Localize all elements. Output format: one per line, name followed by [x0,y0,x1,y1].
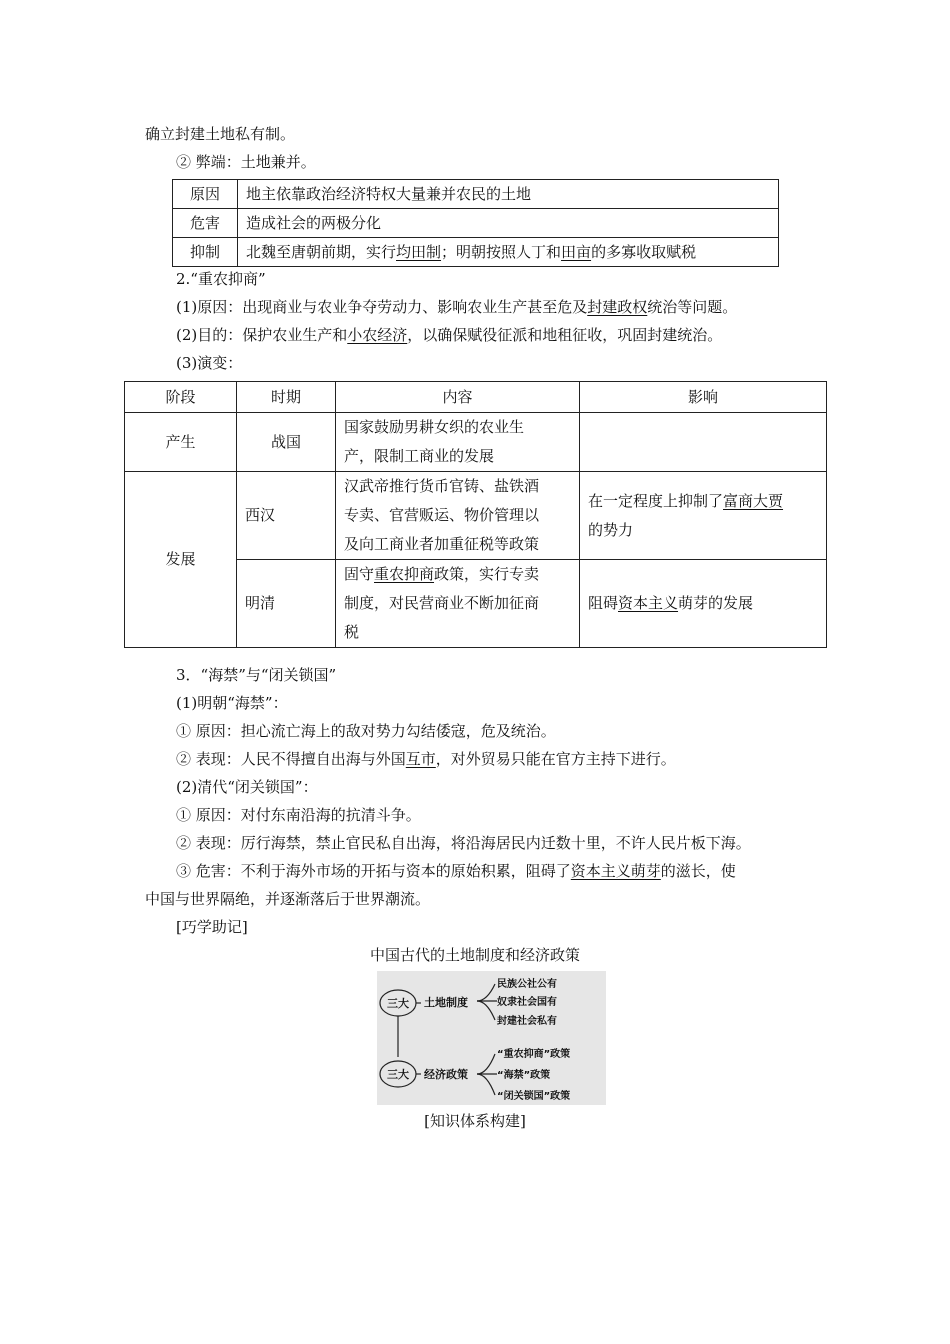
content-line: 专卖、官营贩运、物价管理以 [344,506,540,524]
diagram-item: 封建社会私有 [497,1016,557,1027]
header-period: 时期 [237,382,336,413]
text-span: 政策，实行专卖 [434,565,540,583]
text-span: ；明朝按照人丁和 [441,243,562,261]
diagram-item: “海禁”政策 [497,1070,551,1081]
branch-label: 土地制度 [424,996,468,1009]
text-span: 的滋长，使 [660,862,736,880]
content-line: 产，限制工商业的发展 [344,447,495,465]
ming-cause: ① 原因：担心流亡海上的敌对势力勾结倭寇，危及统治。 [176,722,556,740]
cell-impact [580,472,827,560]
text-span: ，对外贸易只能在官方主持下进行。 [435,750,676,768]
ming-title: (1)明朝“海禁”： [176,694,288,712]
qing-title: (2)清代“闭关锁国”： [176,778,318,796]
intro-line: 确立封建土地私有制。 [145,125,296,143]
cell-key: 抑制 [173,238,238,267]
cell-period: 西汉 [237,472,336,560]
text-span: 萌芽的发展 [678,594,754,612]
text-span: 的多寡收取赋税 [591,243,697,261]
key-term: 富商大贾 [723,491,784,510]
table-row [173,180,779,209]
table-row [173,238,779,267]
key-term: 资本主义 [618,594,679,612]
key-term: 均田制 [396,243,442,261]
table-row [125,472,827,560]
section2-title: 2.“重农抑商” [176,270,266,288]
section2-evolution: (3)演变： [176,354,243,372]
cell-content [336,560,580,648]
cell-period: 明清 [237,560,336,648]
cell-value: 地主依靠政治经济特权大量兼并农民的土地 [238,180,779,209]
key-term: 互市 [405,750,436,768]
ming-show [176,748,676,770]
key-term: 重农抑商 [374,565,435,583]
text-span: ② 表现：人民不得擅自出海与外国 [176,750,406,768]
key-term: 田亩 [561,243,592,261]
table-row [173,209,779,238]
memory-tip-heading: [巧学助记] [176,918,248,936]
diagram-title: 中国古代的土地制度和经济政策 [369,946,580,964]
key-term: 小农经济 [347,326,408,344]
header-impact: 影响 [580,382,827,413]
text-span: 固守 [344,565,375,583]
footer-heading: [知识体系构建] [424,1112,526,1130]
cell-value: 造成社会的两极分化 [238,209,779,238]
content-line: 汉武帝推行货币官铸、盐铁酒 [344,477,540,495]
qing-cause: ① 原因：对付东南沿海的抗清斗争。 [176,806,421,824]
content-line: 国家鼓励男耕女织的农业生 [344,418,525,436]
qing-harm-continued: 中国与世界隔绝，并逐渐落后于世界潮流。 [145,890,431,908]
text-span: 北魏至唐朝前期，实行 [246,243,397,261]
branch-label: 经济政策 [424,1068,468,1081]
node-label: 三大 [387,997,409,1010]
cell-content [336,413,580,472]
qing-harm [176,860,736,882]
key-term: 封建政权 [587,298,648,316]
content-line: 制度，对民营商业不断加征商 [344,594,540,612]
text-span: ③ 危害：不利于海外市场的开拓与资本的原始积累，阻碍了 [176,862,571,880]
cell-key: 危害 [173,209,238,238]
cell-key: 原因 [173,180,238,209]
cell-impact [580,560,827,648]
concept-diagram-graphic [377,971,606,1105]
drawback-heading: ② 弊端：土地兼并。 [176,153,316,171]
evolution-table [124,381,827,648]
diagram-item: 民族公社公有 [497,979,557,990]
cell-value [238,238,779,267]
diagram-item: “闭关锁国”政策 [497,1091,571,1102]
cell-content [336,472,580,560]
text-span: 的势力 [588,520,634,539]
text-span: (2)目的：保护农业生产和 [176,326,348,344]
content-line: 税 [344,623,360,641]
header-stage: 阶段 [125,382,237,413]
text-span: 在一定程度上抑制了 [588,491,724,510]
section2-purpose [176,324,722,346]
section3-title: 3．“海禁”与“闭关锁国” [176,666,337,684]
qing-show: ② 表现：厉行海禁，禁止官民私自出海，将沿海居民内迁数十里，不许人民片板下海。 [176,834,751,852]
text-span: 阻碍 [588,594,619,612]
header-content: 内容 [336,382,580,413]
cell-impact [580,413,827,472]
cell-stage: 产生 [125,413,237,472]
diagram-item: “重农抑商”政策 [497,1049,571,1060]
cell-period: 战国 [237,413,336,472]
content-line: 及向工商业者加重征税等政策 [344,535,540,553]
diagram-item: 奴隶社会国有 [497,997,557,1008]
text-span: 统治等问题。 [647,298,738,316]
node-label: 三大 [387,1068,409,1081]
concept-diagram [377,971,606,1105]
key-term: 资本主义萌芽 [570,862,661,880]
cell-stage: 发展 [125,472,237,648]
text-span: ，以确保赋役征派和地租征收，巩固封建统治。 [407,326,723,344]
section2-cause [176,296,737,318]
text-span: (1)原因：出现商业与农业争夺劳动力、影响农业生产甚至危及 [176,298,588,316]
table-header-row [125,382,827,413]
land-annexation-table [172,179,779,267]
table-row [125,413,827,472]
